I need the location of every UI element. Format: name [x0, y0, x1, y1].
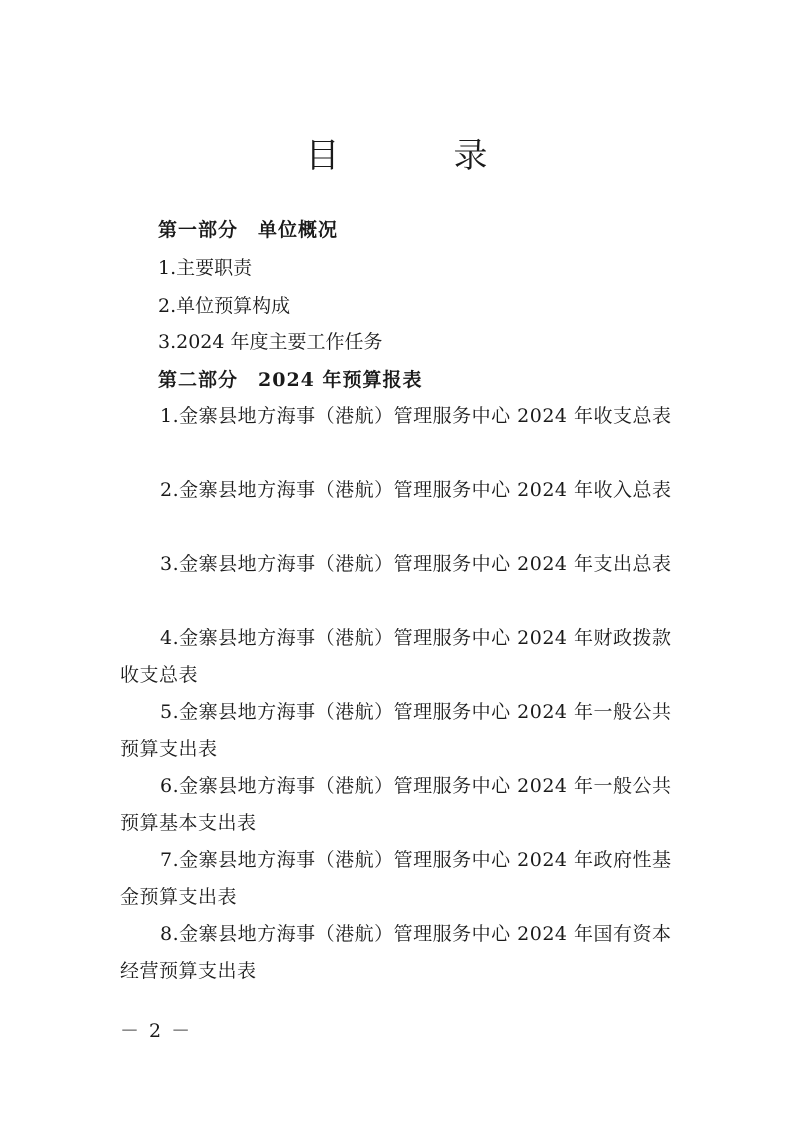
toc-item: 3.2024 年度主要工作任务: [158, 331, 383, 353]
toc-item: 5.金寨县地方海事（港航）管理服务中心 2024 年一般公共预算支出表: [120, 701, 672, 760]
toc-item: 6.金寨县地方海事（港航）管理服务中心 2024 年一般公共预算基本支出表: [120, 775, 672, 834]
toc-item: 2.金寨县地方海事（港航）管理服务中心 2024 年收入总表: [160, 479, 672, 501]
page-title: 目 录: [305, 136, 528, 176]
toc-item: 1.主要职责: [158, 257, 253, 279]
toc-item: 3.金寨县地方海事（港航）管理服务中心 2024 年支出总表: [160, 553, 672, 575]
part1-heading: 第一部分 单位概况: [158, 219, 339, 241]
toc-item: 4.金寨县地方海事（港航）管理服务中心 2024 年财政拨款收支总表: [120, 627, 672, 686]
part2-heading: 第二部分 2024 年预算报表: [158, 369, 423, 391]
toc-item: 8.金寨县地方海事（港航）管理服务中心 2024 年国有资本经营预算支出表: [120, 923, 672, 982]
toc-item: 1.金寨县地方海事（港航）管理服务中心 2024 年收支总表: [160, 405, 672, 427]
page-number: － 2 －: [120, 1020, 193, 1042]
toc-item: 2.单位预算构成: [158, 295, 291, 317]
toc-item: 7.金寨县地方海事（港航）管理服务中心 2024 年政府性基金预算支出表: [120, 849, 672, 908]
